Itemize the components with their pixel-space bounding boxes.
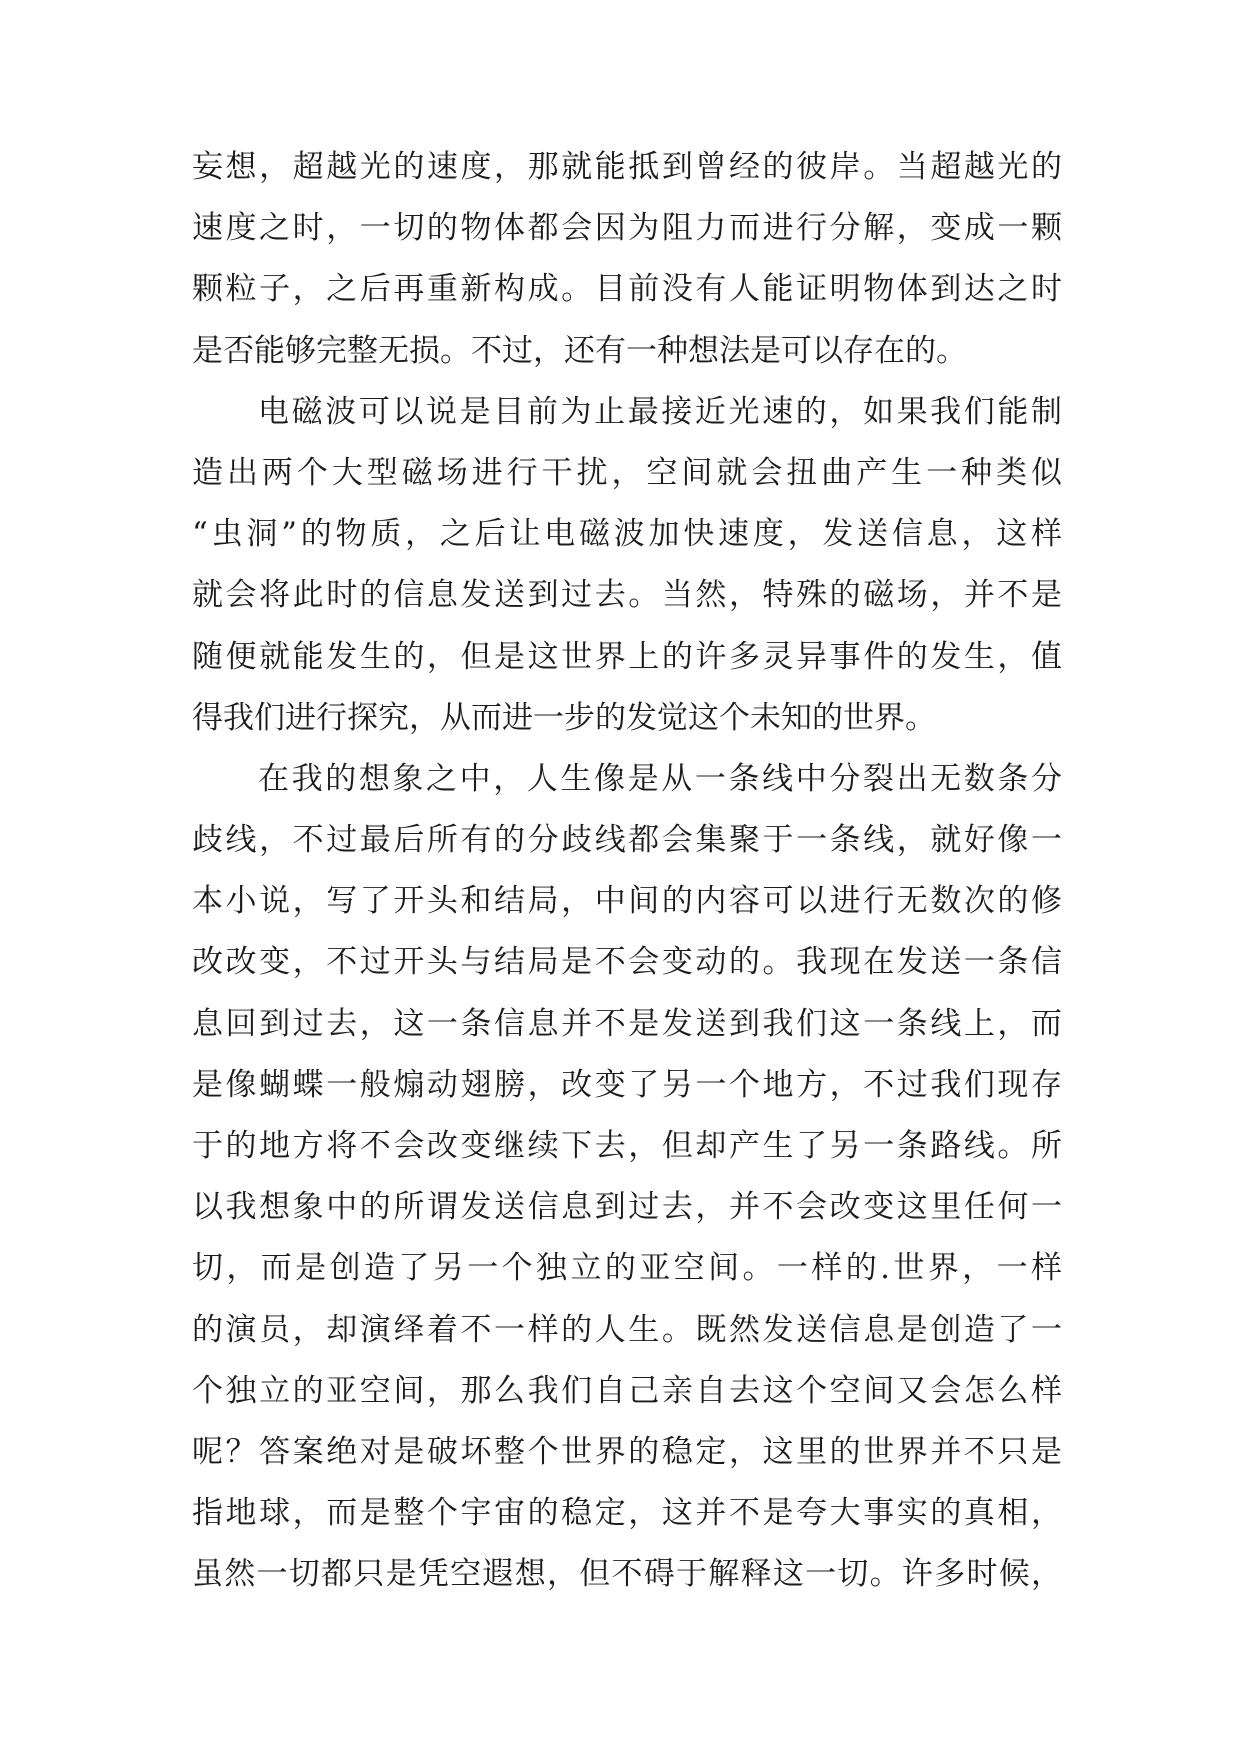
text-line: 随便就能发生的，但是这世界上的许多灵异事件的发生，值 <box>192 638 1062 675</box>
text-line: 是像蝴蝶一般煽动翅膀，改变了另一个地方，不过我们现存 <box>192 1066 1062 1103</box>
text-line: 以我想象中的所谓发送信息到过去，并不会改变这里任何一 <box>192 1189 1062 1226</box>
text-line: 就会将此时的信息发送到过去。当然，特殊的磁场，并不是 <box>192 577 1062 614</box>
text-line: 颗粒子，之后再重新构成。目前没有人能证明物体到达之时 <box>192 271 1062 308</box>
document-body <box>192 137 1062 1606</box>
text-line: 呢？答案绝对是破坏整个世界的稳定，这里的世界并不只是 <box>192 1433 1062 1470</box>
paragraph-first-line: 电磁波可以说是目前为止最接近光速的，如果我们能制 <box>258 393 1062 430</box>
text-line: 速度之时，一切的物体都会因为阻力而进行分解，变成一颗 <box>192 210 1062 247</box>
text-line: 本小说，写了开头和结局，中间的内容可以进行无数次的修 <box>192 883 1062 920</box>
text-line: 息回到过去，这一条信息并不是发送到我们这一条线上，而 <box>192 1005 1062 1042</box>
text-line: 于的地方将不会改变继续下去，但却产生了另一条路线。所 <box>192 1128 1062 1164</box>
text-line: 虽然一切都只是凭空遐想，但不碍于解释这一切。许多时候， <box>192 1556 1062 1593</box>
text-line: 是否能够完整无损。不过，还有一种想法是可以存在的。 <box>192 332 967 369</box>
text-line: 造出两个大型磁场进行干扰，空间就会扭曲产生一种类似 <box>192 454 1062 491</box>
text-line: “虫洞”的物质，之后让电磁波加快速度，发送信息，这样 <box>192 516 1062 553</box>
text-line: 妄想，超越光的速度，那就能抵到曾经的彼岸。当超越光的 <box>192 149 1062 185</box>
text-line: 歧线，不过最后所有的分歧线都会集聚于一条线，就好像一 <box>192 822 1062 859</box>
text-line: 的演员，却演绎着不一样的人生。既然发送信息是创造了一 <box>192 1311 1062 1348</box>
text-line: 个独立的亚空间，那么我们自己亲自去这个空间又会怎么样 <box>192 1372 1062 1409</box>
text-line: 改改变，不过开头与结局是不会变动的。我现在发送一条信 <box>192 944 1062 981</box>
text-line: 指地球，而是整个宇宙的稳定，这并不是夸大事实的真相， <box>192 1495 1062 1532</box>
paragraph-first-line: 在我的想象之中，人生像是从一条线中分裂出无数条分 <box>258 760 1062 797</box>
text-line: 切，而是创造了另一个独立的亚空间。一样的.世界，一样 <box>192 1250 1062 1287</box>
text-line: 得我们进行探究，从而进一步的发觉这个未知的世界。 <box>192 699 936 736</box>
